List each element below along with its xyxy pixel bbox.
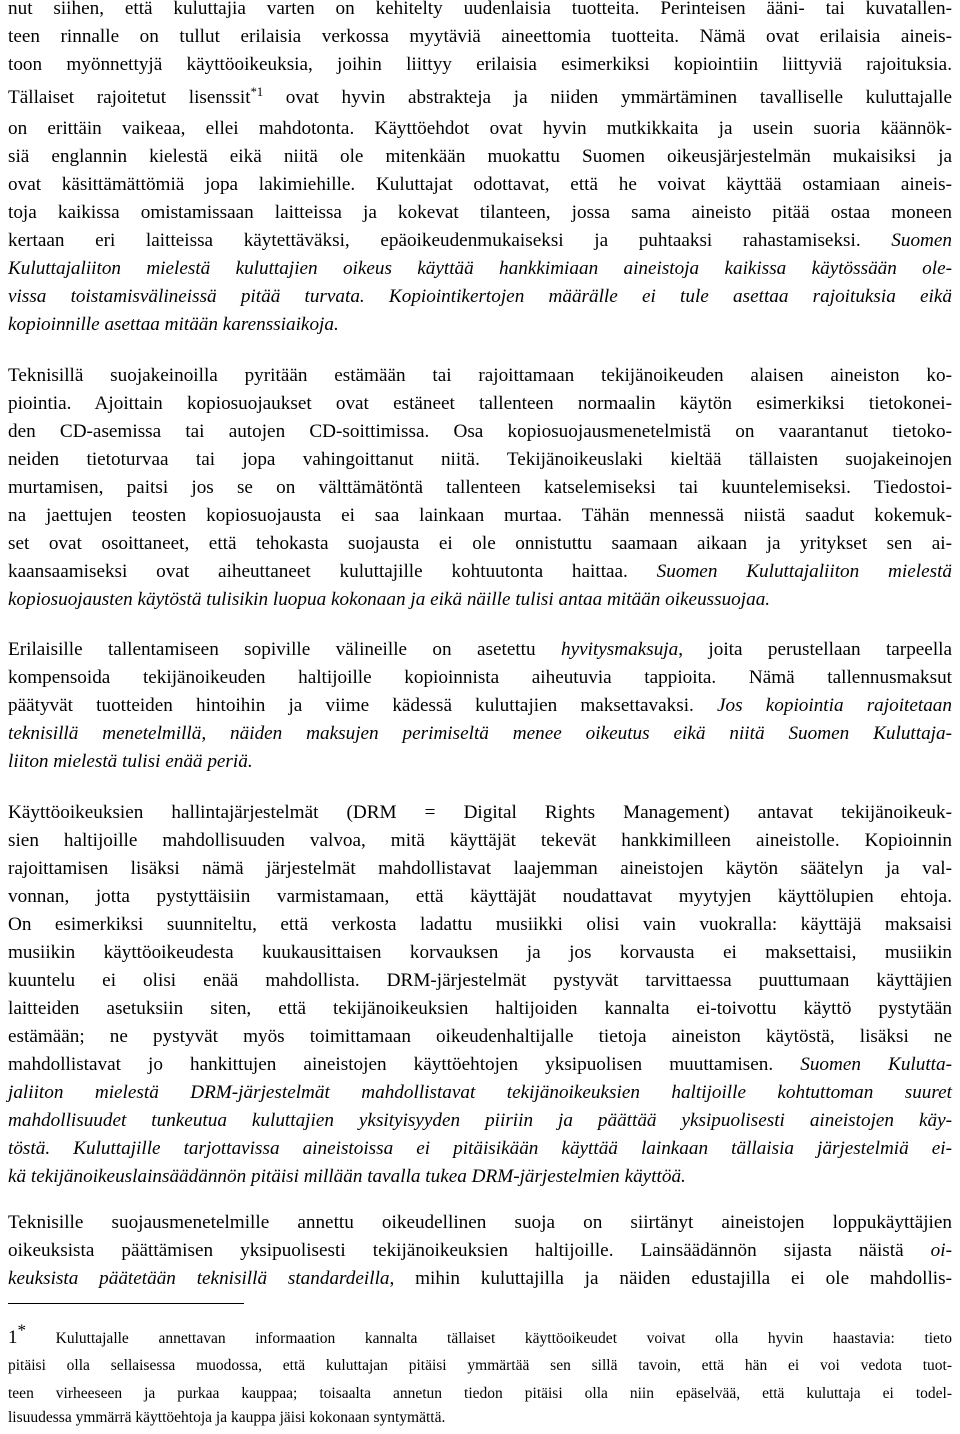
text-span: kertaan eri laitteissa käytettäväksi, epäoikeudenmukaiseksi ja puhtaaksi rahastamiseksi. — [8, 230, 892, 251]
footnote-line — [8, 1320, 952, 1351]
text-line — [8, 719, 952, 749]
text-line — [8, 83, 952, 113]
text-line: laitteiden asetuksiin siten, että tekijänoikeuksien haltijoiden kannalta ei-toivottu käyttö pystytään — [8, 998, 952, 1019]
text-line: murtamisen, paitsi jos se on välttämätöntä tallenteen katselemiseksi tai kuuntelemiseksi. Tiedostoi- — [8, 477, 952, 498]
text-line: on erittäin vaikeaa, ellei mahdotonta. Käyttöehdot ovat hyvin mutkikkaita ja usein suoria käännök- — [8, 118, 952, 139]
text-line: set ovat osoittaneet, että tehokasta suojausta ei ole onnistuttu saamaan aikaan ja yritykset sen ai- — [8, 533, 952, 554]
text-span: Erilaisille tallentamiseen sopiville välineille on asetettu — [8, 639, 561, 660]
text-line: siä englannin kielestä eikä niitä ole mitenkään muokattu Suomen oikeusjärjestelmän mukaisiksi ja — [8, 146, 952, 167]
text-span: kaansaamiseksi ovat aiheuttaneet kuluttajille kohtuutonta haittaa. — [8, 561, 657, 582]
emphasis-text: Suomen Kulutta- — [800, 1054, 953, 1075]
text-line — [8, 1236, 952, 1266]
text-span: ovat hyvin abstrakteja ja niiden ymmärtäminen tavalliselle kuluttajalle — [263, 87, 952, 108]
text-span: mahdollistavat jo hankittujen aineistojen käyttöehtojen yksipuolisen muuttamisen. — [8, 1054, 801, 1075]
text-line — [8, 254, 952, 284]
text-line: vonnan, jotta pystyttäisiin varmistamaan, että käyttäjät noudattavat myytyjen käyttölupien ehtoja. — [8, 886, 952, 907]
footnote-line: pitäisi olla sellaisessa muodossa, että kuluttajan pitäisi ymmärtää sen sillä tavoin, että hän ei voi vedota tuot- — [8, 1357, 952, 1374]
text-line: rajoittamisen lisäksi nämä järjestelmät mahdollistavat laajemman aineistojen käytön säätelyn ja val- — [8, 858, 952, 879]
text-line: kuuntelu ei olisi enää mahdollista. DRM-järjestelmät pystyvät tarvittaessa puuttumaan käyttäjien — [8, 970, 952, 991]
emphasis-text: teknisillä menetelmillä, näiden maksujen perimiseltä menee oikeutus eikä niitä Suomen Kuluttaja- — [8, 723, 952, 744]
text-line: ovat käsittämättömiä jopa lakimiehille. Kuluttajat odottavat, että he voivat käyttää ostamiaan aineis- — [8, 174, 952, 195]
text-line: toja kaikissa omistamissaan laitteissa ja kokevat tilanteen, jossa sama aineisto pitää ostaa moneen — [8, 202, 952, 223]
text-line: toon myönnettyjä käyttöoikeuksia, joihin liittyy erilaisia esimerkiksi kopiointiin liittyviä rajoituksia. — [8, 54, 952, 75]
text-line — [8, 1050, 952, 1080]
emphasis-text: hyvitysmaksuja — [560, 639, 679, 660]
text-span: , joita perustellaan tarpeella — [678, 639, 953, 660]
emphasis-text: Suomen Kuluttajaliiton mielestä — [656, 561, 952, 582]
emphasis-text: mahdollisuudet tunkeutua kuluttajien yksityisyyden piiriin ja päättää yksipuolisesti aineistojen käy- — [8, 1110, 952, 1131]
emphasis-text: kopioinnille asettaa mitään karenssiaikoja. — [8, 314, 339, 335]
text-line: Käyttöoikeuksien hallintajärjestelmät (DRM = Digital Rights Management) antavat tekijänoikeuk- — [8, 802, 952, 823]
emphasis-text: Suomen — [891, 230, 952, 251]
text-line — [8, 1078, 952, 1108]
text-line: estämään; ne pystyvät myös toimittamaan oikeudenhaltijalle tietoja aineiston käytöstä, lisäksi ne — [8, 1026, 952, 1047]
text-line: neiden tietoturvaa tai jopa vahingoittanut niitä. Tekijänoikeuslaki kieltää tällaisten suojakeinojen — [8, 449, 952, 470]
emphasis-text: Jos kopiointia rajoitetaan — [717, 695, 952, 716]
emphasis-text: keuksista päätetään teknisillä standardeilla — [8, 1268, 390, 1289]
footnote-asterisk: * — [17, 1320, 26, 1340]
footnote-reference[interactable]: *1 — [250, 85, 264, 100]
text-line — [8, 1162, 952, 1192]
text-line — [8, 635, 952, 665]
footnote-separator — [8, 1303, 244, 1304]
text-line: On esimerkiksi suunniteltu, että verkosta ladattu musiikki olisi vain vuokralla: käyttäjä maksaisi — [8, 914, 952, 935]
text-line: na jaettujen teosten kopiosuojausta ei saa lainkaan murtaa. Tähän mennessä niistä saadut kokemuk- — [8, 505, 952, 526]
text-span: Tällaiset rajoitetut lisenssit — [8, 87, 251, 108]
text-line — [8, 310, 952, 340]
text-span: päätyvät tuotteiden hintoihin ja viime kädessä kuluttajien maksettavaksi. — [8, 695, 718, 716]
text-line — [8, 557, 952, 587]
text-line: den CD-asemissa tai autojen CD-soittimissa. Osa kopiosuojausmenetelmistä on vaarantanut tietoko- — [8, 421, 952, 442]
text-line: nut siihen, että kuluttajia varten on kehitelty uudenlaisia tuotteita. Perinteisen ääni- tai kuvatallen- — [8, 0, 952, 19]
emphasis-text: vissa toistamisvälineissä pitää turvata. Kopiointikertojen määrälle ei tule asettaa rajoituksia eikä — [8, 286, 952, 307]
footnote-line: teen virheeseen ja purkaa kauppaa; toisaalta annetun tiedon pitäisi olla niin epäselvää, että kuluttaja ei todel- — [8, 1385, 952, 1402]
emphasis-text: oi- — [930, 1240, 952, 1261]
text-line — [8, 691, 952, 721]
text-line: kompensoida tekijänoikeuden haltijoille kopioinnista aiheutuvia tappioita. Nämä tallennusmaksut — [8, 667, 952, 688]
text-line: Teknisille suojausmenetelmille annettu oikeudellinen suoja on siirtänyt aineistojen loppukäyttäjien — [8, 1212, 952, 1233]
text-line — [8, 1134, 952, 1164]
text-line — [8, 747, 952, 777]
text-span: Kuluttajalle annettavan informaation kannalta tällaiset käyttöoikeudet voivat olla hyvin haastavia: tieto — [26, 1330, 952, 1347]
text-line: piointia. Ajoittain kopiosuojaukset ovat estäneet tallenteen normaalin käytön esimerkiksi tietokonei- — [8, 393, 952, 414]
text-line — [8, 1106, 952, 1136]
emphasis-text: kä tekijänoikeuslainsäädännön pitäisi millään tavalla tukea DRM-järjestelmien käyttöä. — [8, 1166, 686, 1187]
emphasis-text: kopiosuojausten käytöstä tulisikin luopua kokonaan ja eikä näille tulisi antaa mitään oikeussuojaa. — [8, 589, 771, 610]
footnote-number: 1 — [8, 1327, 18, 1348]
emphasis-text: liiton mielestä tulisi enää periä. — [8, 751, 253, 772]
text-span: oikeuksista päättämisen yksipuolisesti tekijänoikeuksien haltijoille. Lainsäädännön sijasta näistä — [8, 1240, 931, 1261]
text-line — [8, 585, 952, 615]
text-line — [8, 282, 952, 312]
emphasis-text: töstä. Kuluttajille tarjottavissa aineistoissa ei pitäisikään käyttää lainkaan tällaisia järjestelmiä ei- — [8, 1138, 952, 1159]
footnote-line: lisuudessa ymmärrä käyttöehtoja ja kauppa jäisi kokonaan syntymättä. — [8, 1409, 446, 1426]
text-line — [8, 1264, 952, 1294]
emphasis-text: jaliiton mielestä DRM-järjestelmät mahdollistavat tekijänoikeuksien haltijoille kohtuttoman suuret — [8, 1082, 952, 1103]
text-line: sien haltijoille mahdollisuuden valvoa, mitä käyttäjät tekevät hankkimilleen aineistolle. Kopioinnin — [8, 830, 952, 851]
text-line: Teknisillä suojakeinoilla pyritään estämään tai rajoittamaan tekijänoikeuden alaisen aineiston ko- — [8, 365, 952, 386]
text-line: musiikin käyttöoikeudesta kuukausittaisen korvauksen ja jos korvausta ei maksettaisi, musiikin — [8, 942, 952, 963]
text-span: , mihin kuluttajilla ja näiden edustajilla ei ole mahdollis- — [389, 1268, 952, 1289]
text-line: teen rinnalle on tullut erilaisia verkossa myytäviä aineettomia tuotteita. Nämä ovat erilaisia aineis- — [8, 26, 952, 47]
text-line — [8, 226, 952, 256]
emphasis-text: Kuluttajaliiton mielestä kuluttajien oikeus käyttää hankkimiaan aineistoja kaikissa käytössään ole- — [8, 258, 952, 279]
